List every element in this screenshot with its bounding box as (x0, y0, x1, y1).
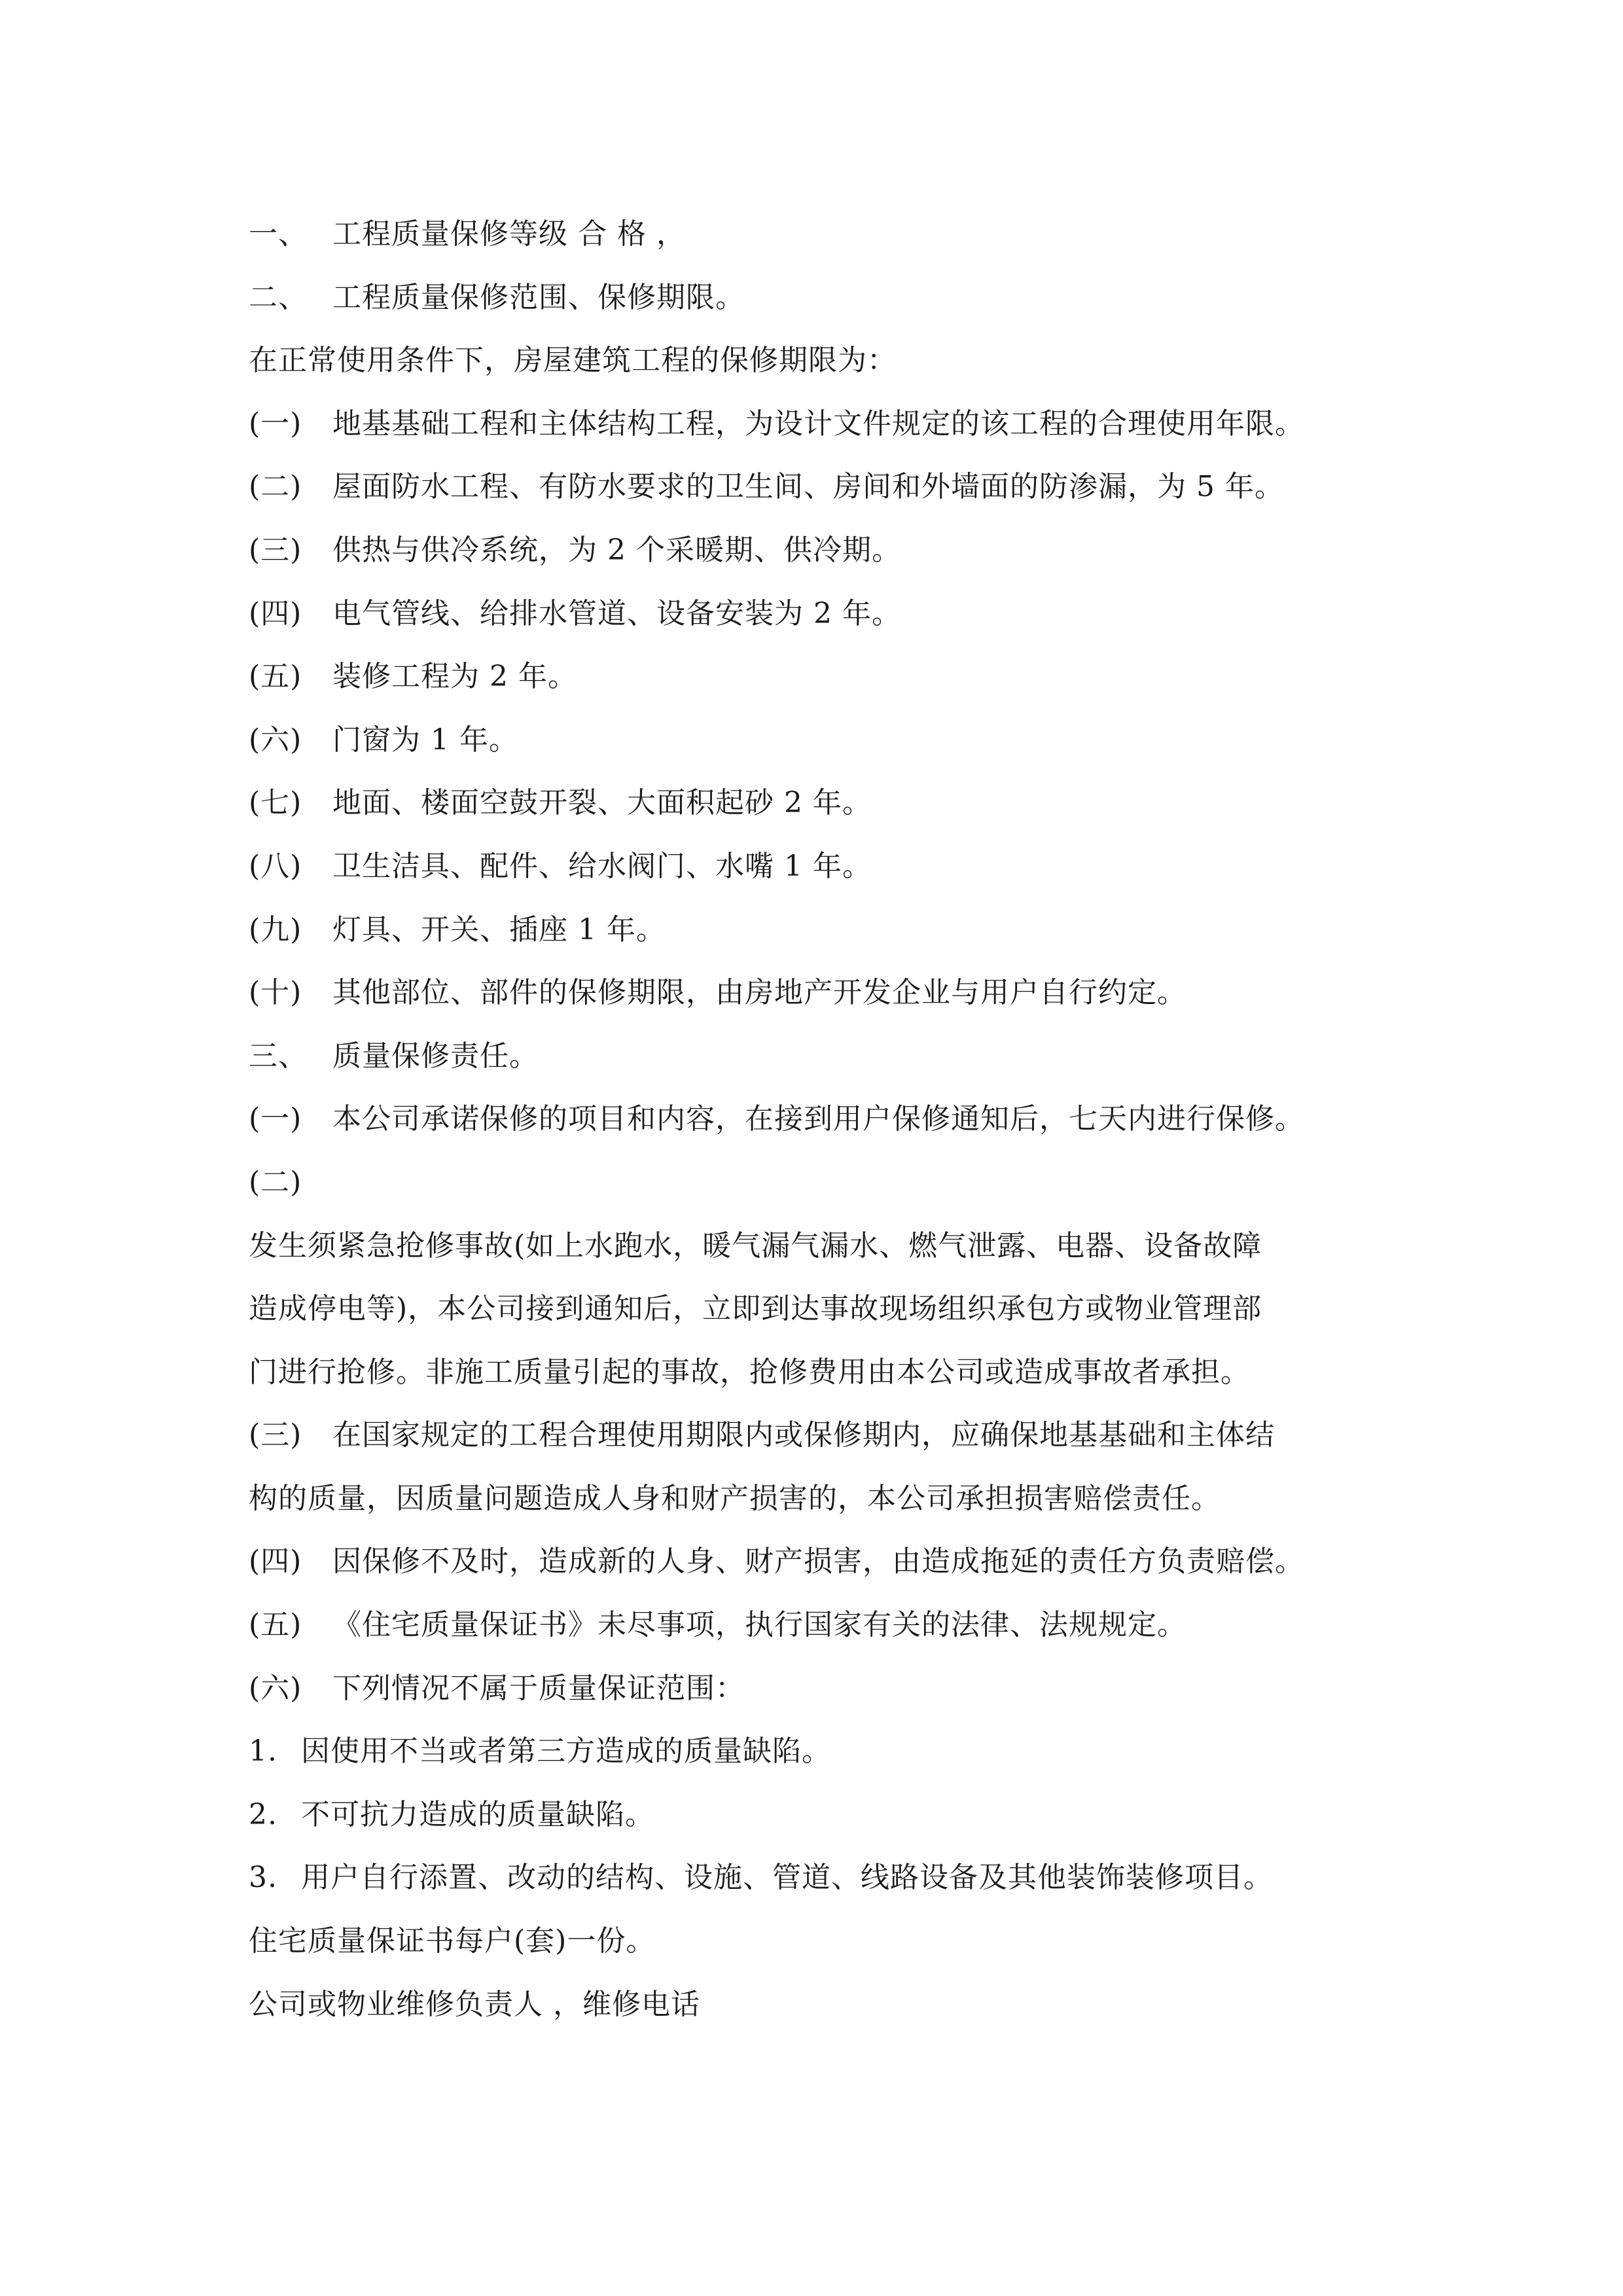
document-line (249, 1341, 1427, 1405)
document-line (249, 1530, 1427, 1594)
document-line (249, 456, 1427, 519)
line-text: 卫生洁具、配件、给水阀门、水嘴 1 年。 (332, 849, 872, 883)
line-text: 不可抗力造成的质量缺陷。 (301, 1797, 654, 1831)
line-marker: (六) (249, 723, 302, 757)
line-marker: 二、 (249, 280, 308, 314)
line-text: 《住宅质量保证书》未尽事项，执行国家有关的法律、法规规定。 (332, 1608, 1186, 1642)
line-text: 因保修不及时，造成新的人身、财产损害，由造成拖延的责任方负责赔偿。 (332, 1545, 1304, 1579)
document-line (249, 1278, 1427, 1341)
line-marker: (一) (249, 1102, 302, 1136)
document-line (249, 1025, 1427, 1088)
line-marker: (一) (249, 406, 302, 440)
line-text: 造成停电等)，本公司接到通知后，立即到达事故现场组织承包方或物业管理部 (249, 1292, 1262, 1326)
line-marker: (八) (249, 849, 302, 883)
line-marker: (三) (249, 1418, 302, 1452)
document-line (249, 266, 1427, 330)
line-text: 住宅质量保证书每户(套)一份。 (249, 1924, 656, 1958)
document-line (249, 1467, 1427, 1531)
document-line (249, 1594, 1427, 1657)
document-line (249, 583, 1427, 646)
document-line (249, 1973, 1427, 2037)
document-line (249, 1784, 1427, 1847)
line-marker: 一、 (249, 217, 308, 251)
line-text: 发生须紧急抢修事故(如上水跑水，暖气漏气漏水、燃气泄露、电器、设备故障 (249, 1229, 1262, 1263)
line-text: 本公司承诺保修的项目和内容，在接到用户保修通知后，七天内进行保修。 (332, 1102, 1304, 1136)
line-text: 供热与供冷系统，为 2 个采暖期、供冷期。 (332, 533, 901, 567)
line-marker: (十) (249, 976, 302, 1010)
line-text: 地基基础工程和主体结构工程，为设计文件规定的该工程的合理使用年限。 (332, 406, 1304, 440)
line-marker: (六) (249, 1671, 302, 1705)
line-marker: 三、 (249, 1039, 308, 1073)
line-text: 电气管线、给排水管道、设备安装为 2 年。 (332, 596, 901, 630)
line-text: 装修工程为 2 年。 (332, 660, 577, 694)
document-line (249, 1088, 1427, 1151)
document-line (249, 1720, 1427, 1784)
line-marker: (五) (249, 1608, 302, 1642)
document-line (249, 1846, 1427, 1910)
line-text: 门进行抢修。非施工质量引起的事故，抢修费用由本公司或造成事故者承担。 (249, 1355, 1250, 1389)
line-marker: (四) (249, 1545, 302, 1579)
document-line (249, 329, 1427, 393)
document-line (249, 835, 1427, 899)
document-line (249, 1910, 1427, 1973)
line-text: 其他部位、部件的保修期限，由房地产开发企业与用户自行约定。 (332, 976, 1186, 1010)
document-body (249, 203, 1427, 2036)
line-text: 质量保修责任。 (332, 1039, 539, 1073)
line-text: 用户自行添置、改动的结构、设施、管道、线路设备及其他装饰装修项目。 (301, 1861, 1273, 1895)
line-text: 灯具、开关、插座 1 年。 (332, 912, 666, 946)
document-line (249, 899, 1427, 962)
document-line (249, 1657, 1427, 1721)
line-marker: 1. (249, 1734, 277, 1768)
line-text: 屋面防水工程、有防水要求的卫生间、房间和外墙面的防渗漏，为 5 年。 (332, 470, 1284, 504)
line-marker: (二) (249, 470, 302, 504)
line-text: 因使用不当或者第三方造成的质量缺陷。 (301, 1734, 831, 1768)
line-marker: 3. (249, 1861, 277, 1895)
line-text: 在国家规定的工程合理使用期限内或保修期内，应确保地基基础和主体结 (332, 1418, 1275, 1452)
document-line (249, 645, 1427, 709)
line-text: 工程质量保修范围、保修期限。 (332, 280, 745, 314)
document-line (249, 1151, 1427, 1215)
line-text: 地面、楼面空鼓开裂、大面积起砂 2 年。 (332, 786, 872, 820)
line-text: 下列情况不属于质量保证范围： (332, 1671, 745, 1705)
line-text: 在正常使用条件下，房屋建筑工程的保修期限为： (249, 344, 897, 378)
document-line (249, 1215, 1427, 1278)
document-line (249, 1404, 1427, 1467)
document-line (249, 961, 1427, 1025)
line-marker: (二) (249, 1165, 302, 1199)
line-marker: (三) (249, 533, 302, 567)
document-line (249, 393, 1427, 456)
line-text: 门窗为 1 年。 (332, 723, 518, 757)
line-marker: (五) (249, 660, 302, 694)
line-marker: (四) (249, 596, 302, 630)
line-text: 公司或物业维修负责人 ，维修电话 (249, 1987, 700, 2021)
document-line (249, 203, 1427, 266)
line-marker: 2. (249, 1797, 277, 1831)
document-line (249, 709, 1427, 772)
line-marker: (七) (249, 786, 302, 820)
line-text: 构的质量，因质量问题造成人身和财产损害的，本公司承担损害赔偿责任。 (249, 1481, 1221, 1515)
document-line (249, 772, 1427, 835)
line-text: 工程质量保修等级 合 格 ， (332, 217, 686, 251)
line-marker: (九) (249, 912, 302, 946)
document-line (249, 519, 1427, 583)
